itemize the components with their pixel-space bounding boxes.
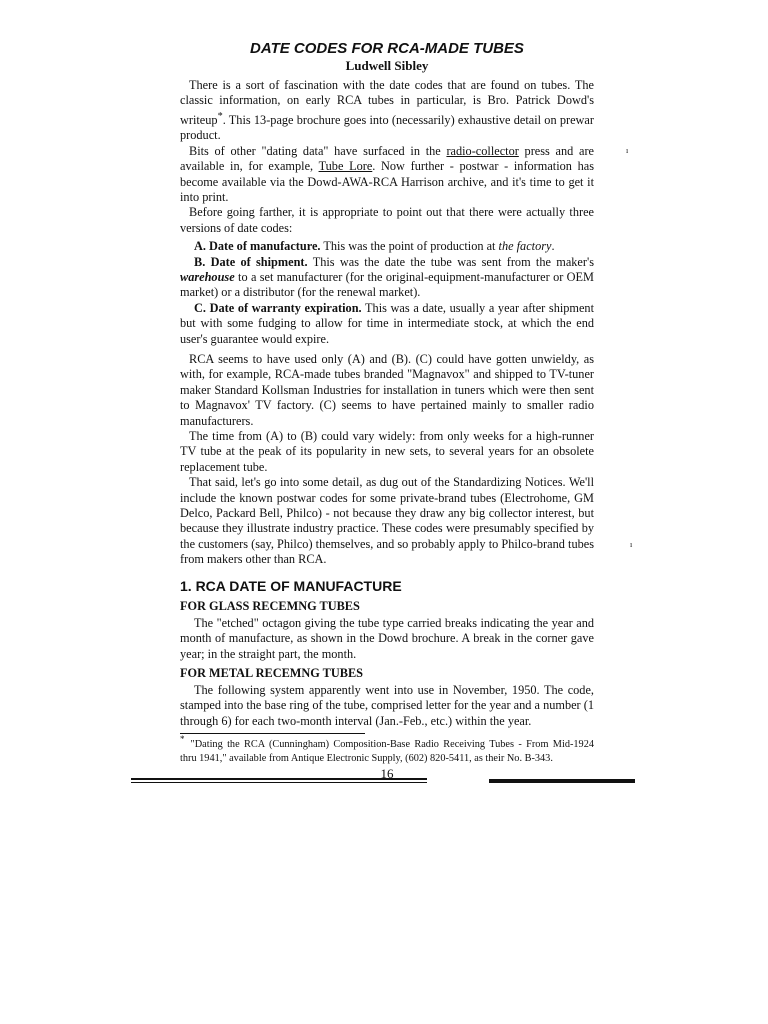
- bottom-rule-left: [131, 778, 427, 783]
- paragraph-metal: The following system apparently went into use in November, 1950. The code, stamped into the base ring of the tube, comprised letter for the year and a number (1 through 6) for each two-month interval (Jan.-Feb., etc.) within the year.: [180, 682, 594, 728]
- paragraph-dating-data: Bits of other "dating data" have surfaced in the radio-collector press and are available in, for example, Tube Lore. Now further - postwar - information has become available via the Dowd-AWA-RCA Harrison archive, and it's time to get it into print.: [180, 143, 594, 204]
- paragraph-glass: The "etched" octagon giving the tube type carried breaks indicating the year and month of manufacture, as shown in the Dowd brochure. A break in the corner gave year; in the straight part, the month.: [180, 615, 594, 661]
- margin-mark: ı: [626, 146, 629, 155]
- article-title: DATE CODES FOR RCA-MADE TUBES: [250, 40, 524, 57]
- paragraph-intro: There is a sort of fascination with the date codes that are found on tubes. The classic information, on early RCA tubes in particular, is Bro. Patrick Dowd's writeup*. This 13-page brochure goes into (necessarily) exhaustive detail on prewar product.: [180, 78, 594, 143]
- list-item-c: C. Date of warranty expiration. This was a date, usually a year after shipment but with some fudging to allow for time in intermediate stock, at which the end user's guarantee would expire.: [180, 300, 594, 346]
- underlined-tube-lore: Tube Lore: [318, 159, 373, 174]
- article: [180, 40, 594, 782]
- paragraph-details: That said, let's go into some detail, as dug out of the Standardizing Notices. We'll include the known postwar codes for some private-brand tubes (Electrohome, GM Delco, Packard Bell, Philco) - not because they draw any big collector interest, but because they illustrate industry practice. These codes were presumably specified by the customers (say, Philco) themselves, and so probably apply to Philco-brand tubes from makers other than RCA.: [180, 475, 594, 567]
- margin-mark: ı: [630, 540, 633, 549]
- paragraph-three-versions: Before going farther, it is appropriate to point out that there were actually three versions of date codes:: [180, 205, 594, 235]
- list-item-a: A. Date of manufacture. This was the point of production at the factory.: [194, 239, 555, 254]
- subheading-glass: FOR GLASS RECEMNG TUBES: [180, 598, 360, 613]
- list-item-b: B. Date of shipment. This was the date the tube was sent from the maker's warehouse to a set manufacturer (for the original-equipment-manufacturer or OEM market) or a distributor (for the renewal market).: [180, 254, 594, 300]
- footnote-divider: [180, 733, 365, 734]
- footnote-marker[interactable]: *: [217, 110, 223, 122]
- section-heading: 1. RCA DATE OF MANUFACTURE: [180, 577, 402, 594]
- subheading-metal: FOR METAL RECEMNG TUBES: [180, 665, 363, 680]
- bottom-rule-right: [489, 779, 635, 783]
- paragraph-time-range: The time from (A) to (B) could vary widely: from only weeks for a high-runner TV tube at the peak of its popularity in new sets, to several years for an obsolete replacement tube.: [180, 429, 594, 474]
- underlined-radio-collector: radio-collector: [446, 143, 519, 158]
- footnote: * "Dating the RCA (Cunningham) Composition-Base Radio Receiving Tubes - From Mid-1924 thru 1941," available from Antique Electronic Supply, (602) 820-5411, as their No. B-343.: [180, 734, 594, 765]
- paragraph-rca-usage: RCA seems to have used only (A) and (B). (C) could have gotten unwieldy, as with, for example, RCA-made tubes branded "Magnavox" and shipped to TV-tuner maker Standard Kollsman Industries for installation in tuners which were then sent to Magnavox' TV factory. (C) seems to have pertained mainly to smaller radio manufacturers.: [180, 352, 594, 428]
- author: Ludwell Sibley: [345, 58, 429, 73]
- page-number: 16: [380, 766, 394, 782]
